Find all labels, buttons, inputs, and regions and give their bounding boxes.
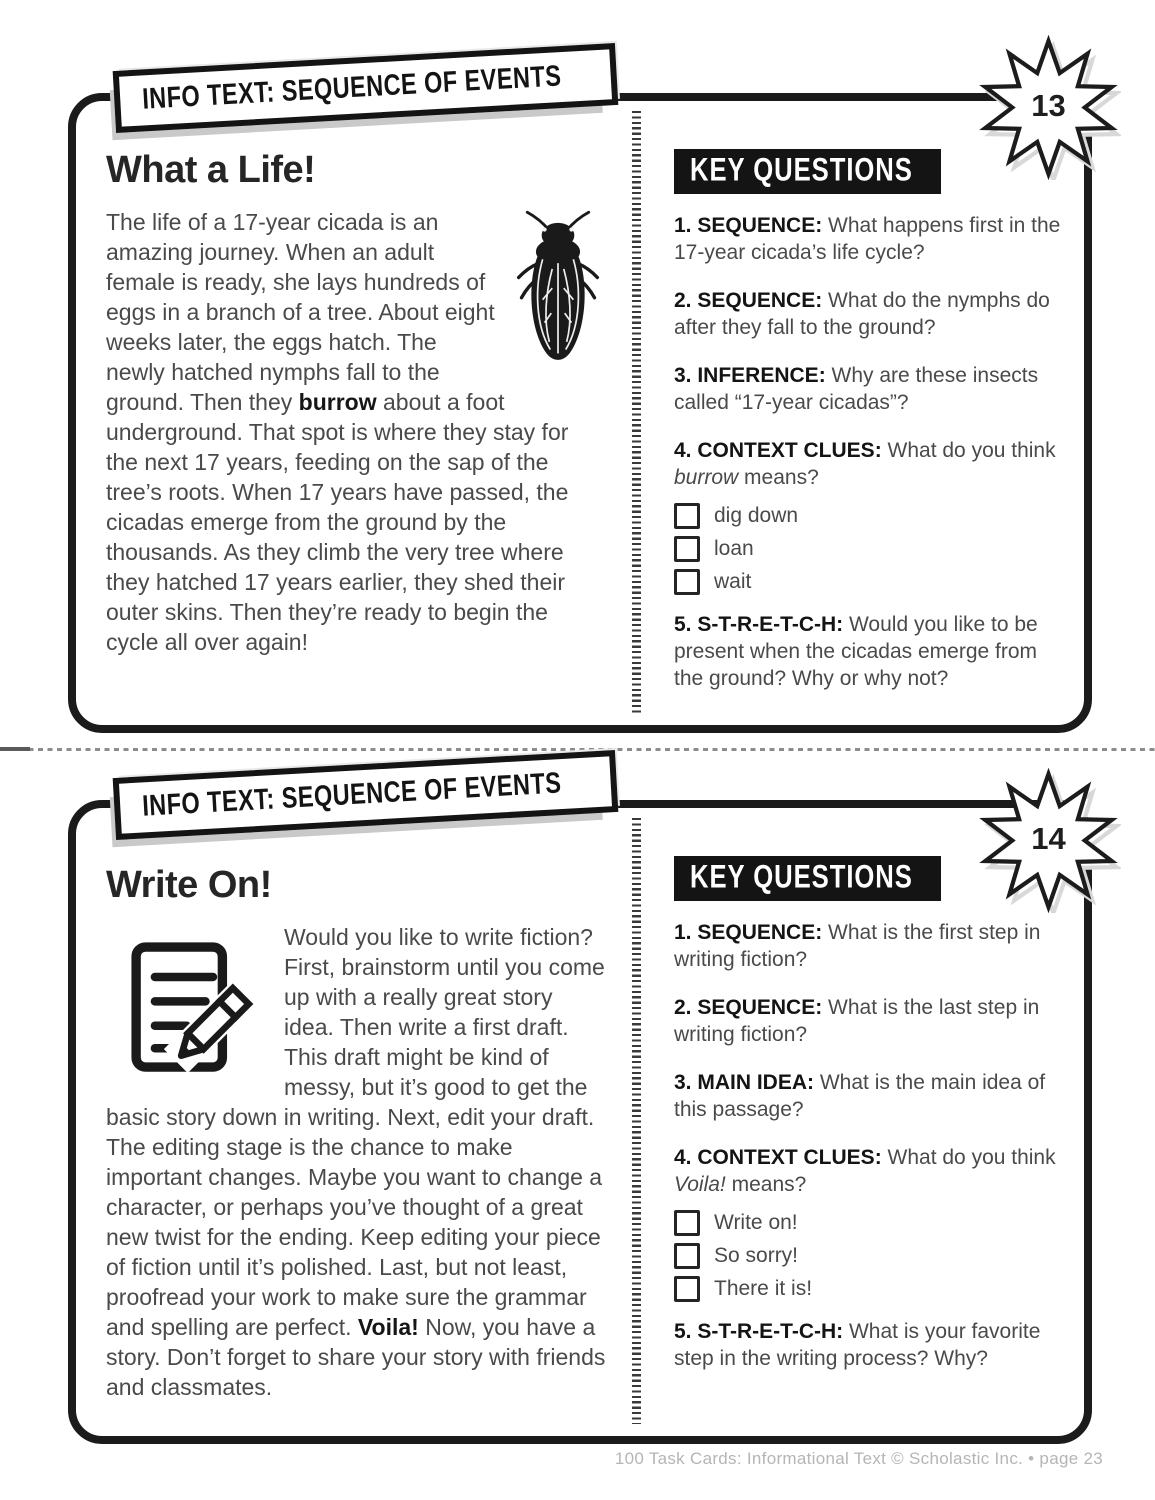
notepad-pencil-icon — [108, 928, 258, 1086]
card-category-label: INFO TEXT: SEQUENCE OF EVENTS — [141, 766, 563, 823]
question-2: 2. SEQUENCE: What is the last step in writing fiction? — [674, 996, 1040, 1046]
card-number-badge — [976, 768, 1121, 913]
passage-text — [106, 922, 606, 1402]
card-category-tag — [113, 750, 618, 840]
choice-row — [674, 569, 1070, 595]
card-number: 14 — [1031, 820, 1066, 856]
choice-label: There it is! — [714, 1277, 813, 1300]
passage-column — [106, 149, 606, 657]
passage-bold-word: Voila! — [357, 1314, 419, 1340]
question-1: 1. SEQUENCE: What happens first in the 17-year cicada’s life cycle? — [674, 214, 1061, 264]
passage-column — [106, 864, 606, 1402]
passage-post: Now, you have a story. Don’t forget to share your story with friends and classmates. — [106, 1314, 606, 1400]
choice-label: dig down — [714, 504, 799, 527]
passage-pre: Would you like to write fiction? First, brainstorm until you come up with a really great story idea. Then write a first draft. This draft might be kind of messy, but it’s good to get the basic story down in writing. Next, edit your draft. The editing stage is the chance to make important changes. Maybe you want to change a character, or perhaps you’ve thought of a great new twist for the ending. Keep editing your piece of fiction until it’s polished. Last, but not least, proofread your work to make sure the grammar and spelling are perfect. — [106, 924, 605, 1340]
answer-choices — [674, 503, 1070, 595]
question-3: 3. MAIN IDEA: What is the main idea of this passage? — [674, 1071, 1046, 1121]
choice-label: wait — [714, 570, 752, 593]
choice-label: Write on! — [714, 1211, 798, 1234]
cut-line-end — [0, 747, 30, 751]
answer-checkbox[interactable] — [674, 536, 700, 562]
card-category-label: INFO TEXT: SEQUENCE OF EVENTS — [141, 59, 563, 116]
choice-row — [674, 1276, 1070, 1302]
card-category-tag — [113, 43, 618, 133]
task-card-14 — [68, 766, 1092, 1444]
card-number-badge — [976, 35, 1121, 180]
card-title: Write On! — [106, 864, 272, 906]
question-3: 3. INFERENCE: Why are these insects called “17-year cicadas”? — [674, 364, 1039, 414]
choice-row — [674, 1210, 1070, 1236]
card-number: 13 — [1031, 87, 1066, 123]
question-2: 2. SEQUENCE: What do the nymphs do after they fall to the ground? — [674, 289, 1050, 339]
answer-checkbox[interactable] — [674, 1276, 700, 1302]
cicada-icon — [510, 207, 606, 375]
choice-label: So sorry! — [714, 1244, 799, 1267]
choice-row — [674, 503, 1070, 529]
page-footer: 100 Task Cards: Informational Text © Scholastic Inc. • page 23 — [614, 1449, 1103, 1468]
passage-post: about a foot underground. That spot is where they stay for the next 17 years, feeding on the sap of the tree’s roots. When 17 years have passed, the cicadas emerge from the ground by the thousands. As they climb the very tree where they hatched 17 years earlier, they shed their outer skins. Then they’re ready to begin the cycle all over again! — [106, 389, 569, 655]
passage-bold-word: burrow — [298, 389, 377, 415]
card-title: What a Life! — [106, 149, 316, 191]
choice-row — [674, 1243, 1070, 1269]
key-questions-header: KEY QUESTIONS — [674, 856, 941, 901]
question-4: 4. CONTEXT CLUES: What do you think burrow means? — [674, 439, 1056, 489]
column-divider — [632, 818, 641, 1424]
answer-checkbox[interactable] — [674, 503, 700, 529]
question-4: 4. CONTEXT CLUES: What do you think Voila! means? — [674, 1146, 1056, 1196]
question-5: 5. S-T-R-E-T-C-H: Would you like to be present when the cicadas emerge from the ground? Why or why not? — [674, 613, 1038, 690]
dashed-cut-line — [0, 748, 1155, 751]
answer-checkbox[interactable] — [674, 1243, 700, 1269]
answer-choices — [674, 1210, 1070, 1302]
passage-pre: The life of a 17-year cicada is an amazing journey. When an adult female is ready, she lays hundreds of eggs in a branch of a tree. About eight weeks later, the eggs hatch. The newly hatched nymphs fall to the ground. Then they — [106, 209, 495, 415]
column-divider — [632, 111, 641, 713]
choice-label: loan — [714, 537, 754, 560]
questions-column — [674, 149, 1070, 713]
questions-column — [674, 856, 1070, 1393]
passage-text — [106, 207, 606, 657]
key-questions-header: KEY QUESTIONS — [674, 149, 941, 194]
question-5: 5. S-T-R-E-T-C-H: What is your favorite step in the writing process? Why? — [674, 1320, 1041, 1370]
choice-row — [674, 536, 1070, 562]
answer-checkbox[interactable] — [674, 1210, 700, 1236]
question-1: 1. SEQUENCE: What is the first step in writing fiction? — [674, 921, 1041, 971]
answer-checkbox[interactable] — [674, 569, 700, 595]
task-card-13 — [68, 59, 1092, 733]
